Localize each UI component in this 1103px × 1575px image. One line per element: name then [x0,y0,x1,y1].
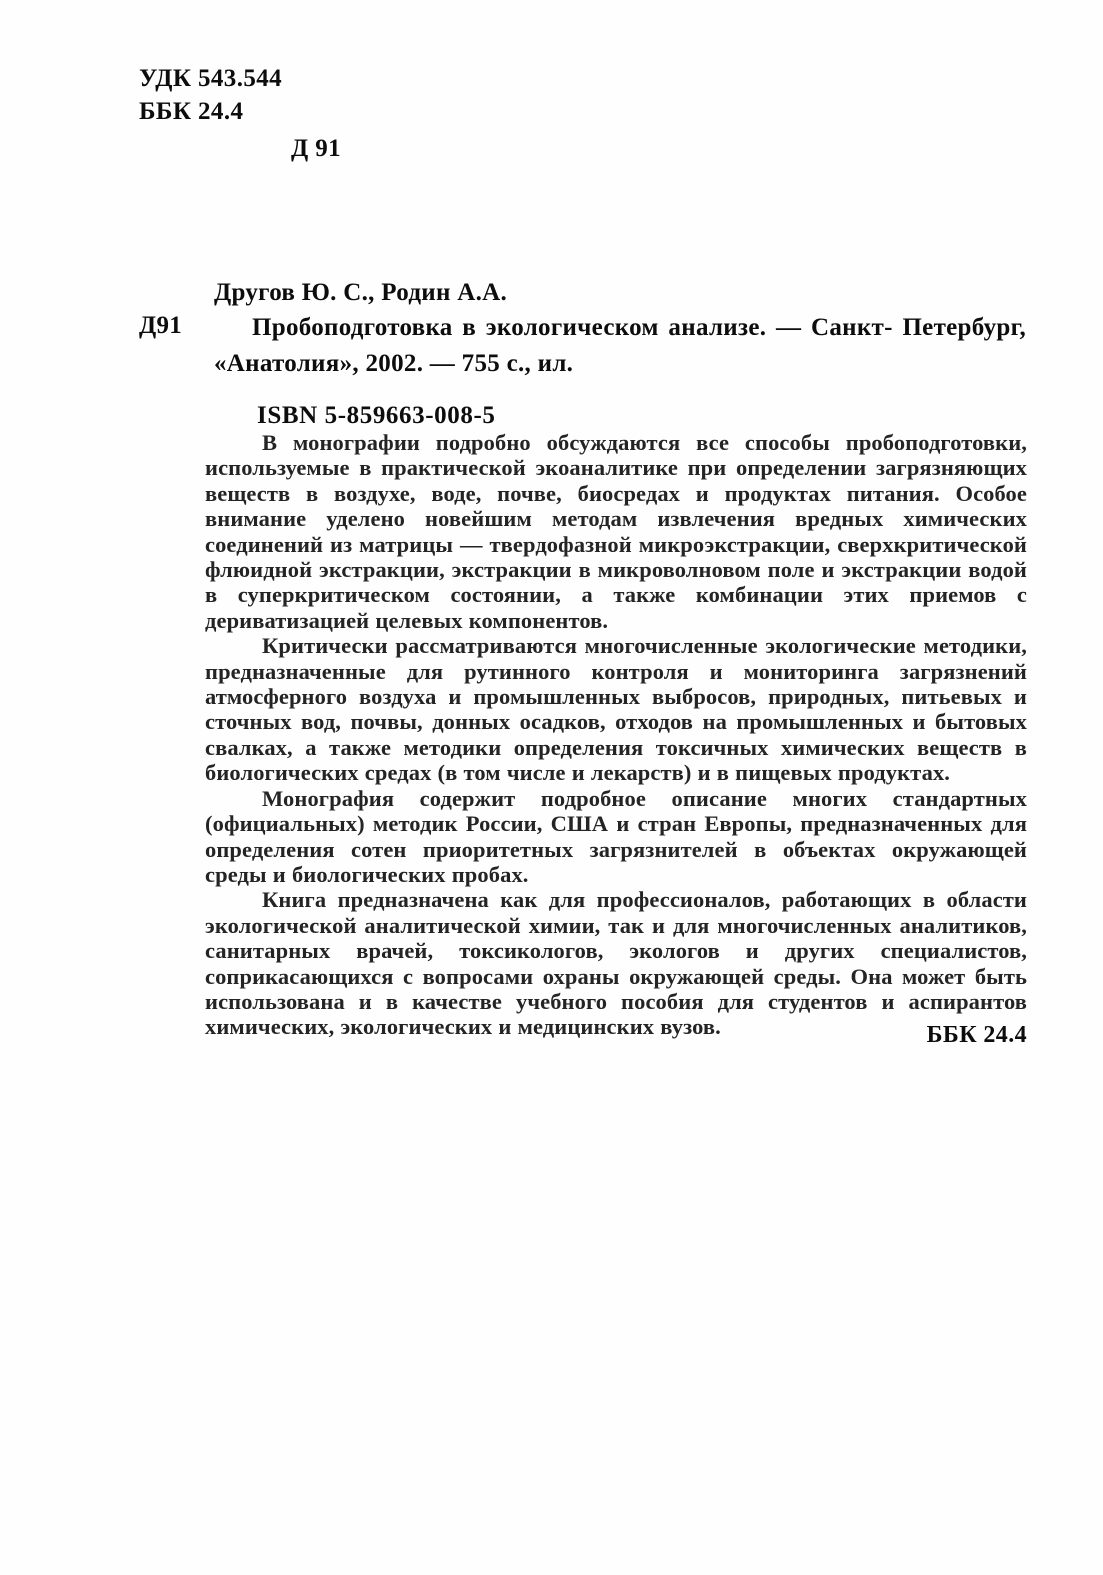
author-code: Д 91 [291,135,342,162]
footer-bbk-code: ББК 24.4 [926,1022,1027,1048]
classification-header [139,62,341,165]
title-block [214,310,1026,382]
annotation-paragraph-1: В монографии подробно обсуждаются все способы пробоподготовки, используемые в практической экоаналитике при определении загрязняющих веществ в воздухе, воде, почве, биосредах и продуктах питания. Особое внимание уделено новейшим методам извлечения вредных химических соединений из матрицы — твердофазной микроэкстракции, сверхкритической флюидной экстракции, экстракции в микроволновом поле и экстракции водой в суперкритическом состоянии, а также комбинации этих приемов с дериватизацией целевых компонентов. [205,430,1027,633]
annotation-paragraph-4: Книга предназначена как для профессионалов, работающих в области экологической аналитической химии, так и для многочисленных аналитиков, санитарных врачей, токсикологов, экологов и других специалистов, соприкасающихся с вопросами охраны окружающей среды. Она может быть использована и в качестве учебного пособия для студентов и аспирантов химических, экологических и медицинских вузов. [205,887,1027,1040]
bbk-code: ББК 24.4 [139,98,244,125]
annotation-text [205,430,1027,1040]
shelf-mark: Д91 [139,312,183,339]
title-line-1: Пробоподготовка в экологическом анализе. — Санкт- [252,314,893,341]
annotation-paragraph-3: Монография содержит подробное описание многих стандартных (официальных) методик России, США и стран Европы, предназначенных для определения сотен приоритетных загрязнителей в объектах окружающей среды и биологических пробах. [205,785,1027,887]
title-line-2: Петербург, «Анатолия», 2002. — 755 с., ил. [214,314,1026,377]
authors-line: Другов Ю. С., Родин А.А. [214,279,508,306]
annotation-paragraph-2: Критически рассматриваются многочисленные экологические методики, предназначенные для рутинного контроля и мониторинга загрязнений атмосферного воздуха и промышленных выбросов, природных, питьевых и сточных вод, почвы, донных осадков, отходов на промышленных и бытовых свалках, а также методики определения токсичных химических веществ в биологических средах (в том числе и лекарств) и в пищевых продуктах. [205,633,1027,786]
bibliographic-record [139,276,1029,430]
udk-code: УДК 543.544 [139,65,283,92]
isbn: ISBN 5-859663-008-5 [257,402,496,429]
